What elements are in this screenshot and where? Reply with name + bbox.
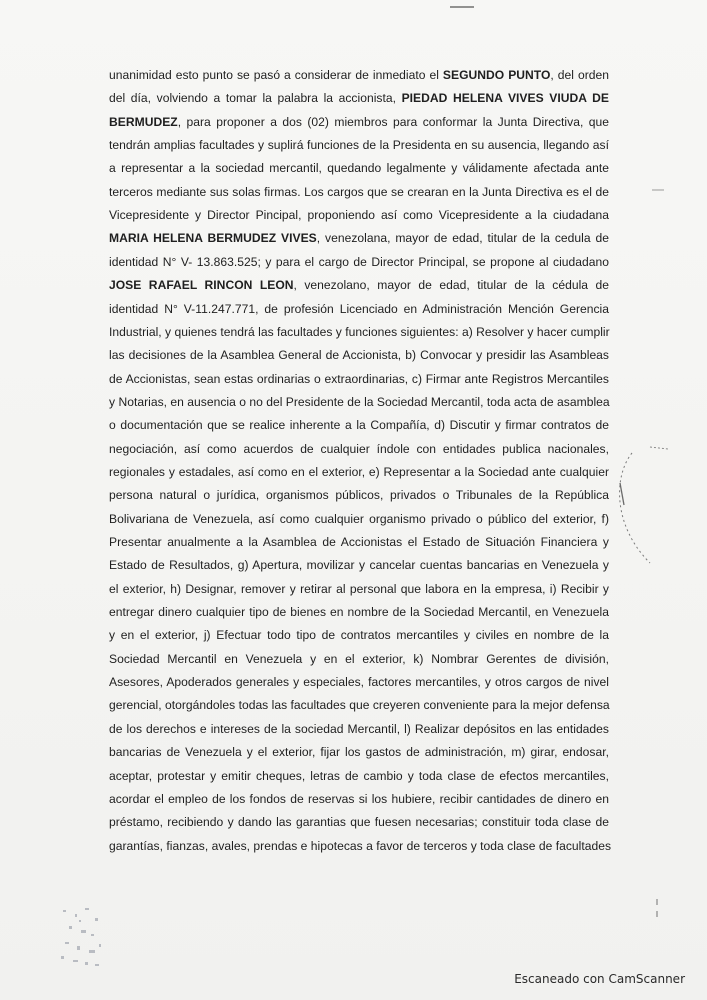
text-line: o documentación que se realice inherente a la Compañía, d) Discutir y firmar contratos de	[109, 418, 609, 433]
text-line: aceptar, protestar y emitir cheques, letras de cambio y toda clase de efectos mercantiles,	[109, 768, 609, 783]
text-line: entregar dinero cualquier tipo de bienes en nombre de la Sociedad Mercantil, en Venezuela	[109, 605, 609, 620]
text-line: bancarias de Venezuela y el exterior, fijar los gastos de administración, m) girar, endosar,	[109, 745, 609, 760]
text-line: y Notarias, en ausencia o no del Presidente de la Sociedad Mercantil, toda acta de asamblea	[109, 394, 610, 409]
text-line: garantías, fianzas, avales, prendas e hipotecas a favor de terceros y toda clase de facultades	[109, 838, 612, 853]
text-line: Sociedad Mercantil en Venezuela y en el exterior, k) Nombrar Gerentes de división,	[109, 651, 609, 666]
text-line: del día, volviendo a tomar la palabra la accionista, PIEDAD HELENA VIVES VIUDA DE	[109, 91, 609, 106]
text-line: de los derechos e intereses de la sociedad Mercantil, l) Realizar depósitos en las entidades	[109, 721, 609, 736]
text-line: persona natural o jurídica, organismos públicos, privados o Tribunales de la República	[109, 488, 609, 503]
text-line: Asesores, Apoderados generales y especiales, factores mercantiles, y otros cargos de nivel	[109, 675, 609, 690]
text-line: BERMUDEZ, para proponer a dos (02) miembros para conformar la Junta Directiva, que	[109, 114, 609, 129]
text-line: MARIA HELENA BERMUDEZ VIVES, venezolana, mayor de edad, titular de la cedula de	[109, 231, 609, 246]
text-line: acordar el empleo de los fondos de reservas si los hubiere, recibir cantidades de dinero en	[109, 791, 609, 806]
text-line: identidad N° V- 13.863.525; y para el cargo de Director Principal, se propone al ciudadano	[109, 254, 609, 269]
text-line: Bolivariana de Venezuela, así como cualquier organismo privado o público del exterior, f)	[109, 511, 609, 526]
text-line: unanimidad esto punto se pasó a considerar de inmediato el SEGUNDO PUNTO, del orden	[109, 68, 609, 82]
text-line: identidad N° V-11.247.771, de profesión Licenciado en Administración Mención Gerencia	[109, 301, 609, 316]
bold-text: SEGUNDO PUNTO	[442, 68, 551, 82]
camscanner-watermark: Escaneado con CamScanner	[514, 972, 685, 986]
text-line: préstamo, recibiendo y dando las garantias que fuesen necesarias; constituir toda clase de	[109, 815, 609, 830]
text-line: Estado de Resultados, g) Apertura, movilizar y cancelar cuentas bancarias en Venezuela y	[109, 558, 609, 573]
bold-text: MARIA HELENA BERMUDEZ VIVES	[109, 231, 317, 246]
text-line: terceros mediante sus solas firmas. Los cargos que se crearan en la Junta Directiva es el de	[109, 184, 609, 199]
text-line: Presentar anualmente a la Asamblea de Accionistas el Estado de Situación Financiera y	[109, 535, 609, 549]
text-line: negociación, así como acuerdos de cualquier índole con entidades publica nacionales,	[109, 441, 609, 456]
text-line: Vicepresidente y Director Pincipal, proponiendo así como Vicepresidente a la ciudadana	[109, 208, 609, 223]
text-line: de Accionistas, sean estas ordinarias o extraordinarias, c) Firmar ante Registros Mercantiles	[109, 371, 609, 386]
text-line: Industrial, y quienes tendrá las facultades y funciones siguientes: a) Resolver y hacer cumplir	[109, 324, 610, 339]
text-line: tendrán amplias facultades y suplirá funciones de la Presidenta en su ausencia, llegando así	[109, 138, 609, 153]
text-line: el exterior, h) Designar, remover y retirar al personal que labora en la empresa, i) Recibir y	[109, 581, 609, 596]
bold-text: BERMUDEZ	[109, 114, 178, 129]
text-line: gerencial, otorgándoles todas las facultades que creyeren conveniente para la mejor defensa	[109, 698, 610, 713]
bold-text: JOSE RAFAEL RINCON LEON	[109, 278, 294, 293]
text-line: y en el exterior, j) Efectuar todo tipo de contratos mercantiles y civiles en nombre de la	[109, 628, 609, 643]
text-line: JOSE RAFAEL RINCON LEON, venezolano, mayor de edad, titular de la cédula de	[109, 278, 609, 293]
bold-text: PIEDAD HELENA VIVES VIUDA DE	[401, 91, 609, 106]
text-line: las decisiones de la Asamblea General de Accionista, b) Convocar y presidir las Asambleas	[109, 348, 609, 363]
text-line: regionales y estadales, así como en el exterior, e) Representar a la Sociedad ante cualquier	[109, 464, 609, 479]
text-line: a representar a la sociedad mercantil, quedando legalmente y válidamente afectada ante	[109, 161, 609, 176]
